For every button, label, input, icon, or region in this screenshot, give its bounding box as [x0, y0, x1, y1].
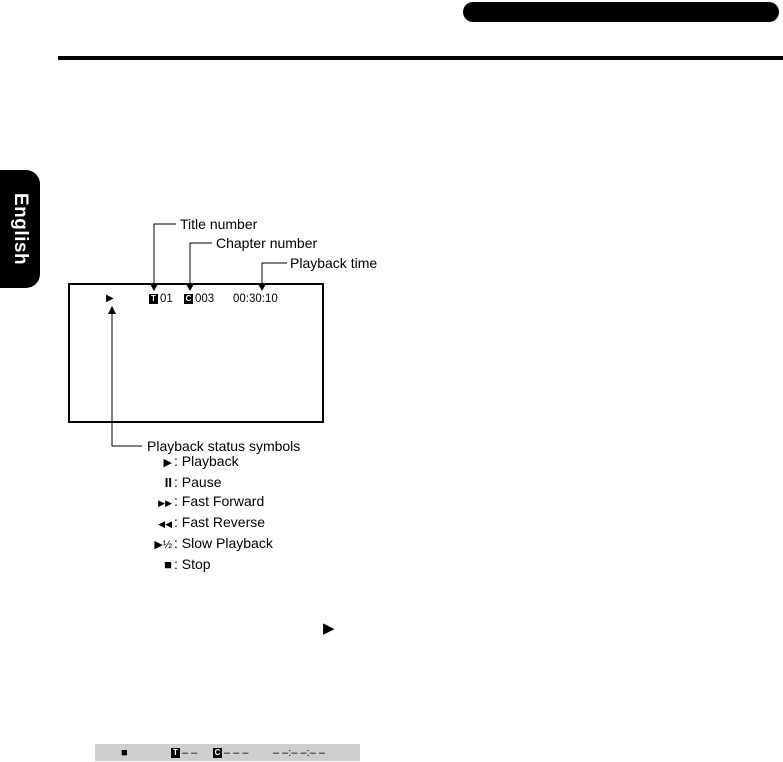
chapter-badge-icon: C: [185, 294, 192, 303]
status-symbols-callout: Playback status symbols: [147, 438, 301, 454]
stop-status-bar: [95, 744, 360, 761]
osd-time-value: 00:30:10: [233, 293, 278, 305]
play-icon: ▶: [163, 457, 172, 469]
chapter-number-callout: Chapter number: [216, 235, 318, 251]
playback-time-callout: Playback time: [290, 255, 378, 271]
slow-playback-icon: ▶½: [154, 539, 172, 551]
fast-forward-icon: ▶▶: [158, 498, 172, 508]
title-badge-icon: T: [171, 748, 180, 758]
stop-bar-time: – –:– –:– –: [273, 747, 325, 759]
osd-title-display: [149, 292, 173, 306]
osd-chapter-display: [184, 292, 214, 306]
stop-icon: ■: [164, 557, 172, 572]
status-symbol-item: ▶½ : Slow Playback: [150, 534, 273, 555]
fast-reverse-icon: ◀◀: [158, 519, 172, 529]
language-tab-label: English: [10, 192, 31, 266]
status-symbol-item: ◀◀ : Fast Reverse: [150, 513, 273, 534]
inline-play-icon: ▶: [323, 620, 335, 637]
osd-title-value: 01: [160, 293, 173, 305]
status-symbol-item: ■ : Stop: [150, 555, 273, 574]
stop-bar-chapter: C – – –: [214, 747, 249, 759]
status-symbol-item: II : Pause: [150, 473, 273, 492]
stop-icon: ■: [121, 747, 128, 759]
chapter-badge-icon: C: [214, 748, 221, 757]
status-symbol-list: [150, 452, 273, 574]
osd-play-icon: ▶: [106, 293, 114, 304]
pause-icon: II: [164, 475, 172, 490]
status-symbol-item: ▶▶ : Fast Forward: [150, 492, 273, 513]
title-badge-icon: T: [149, 294, 158, 304]
stop-bar-title: T – –: [171, 746, 197, 760]
title-number-callout: Title number: [180, 216, 258, 232]
status-symbol-item: ▶ : Playback: [150, 452, 273, 473]
osd-chapter-value: 003: [195, 293, 215, 305]
